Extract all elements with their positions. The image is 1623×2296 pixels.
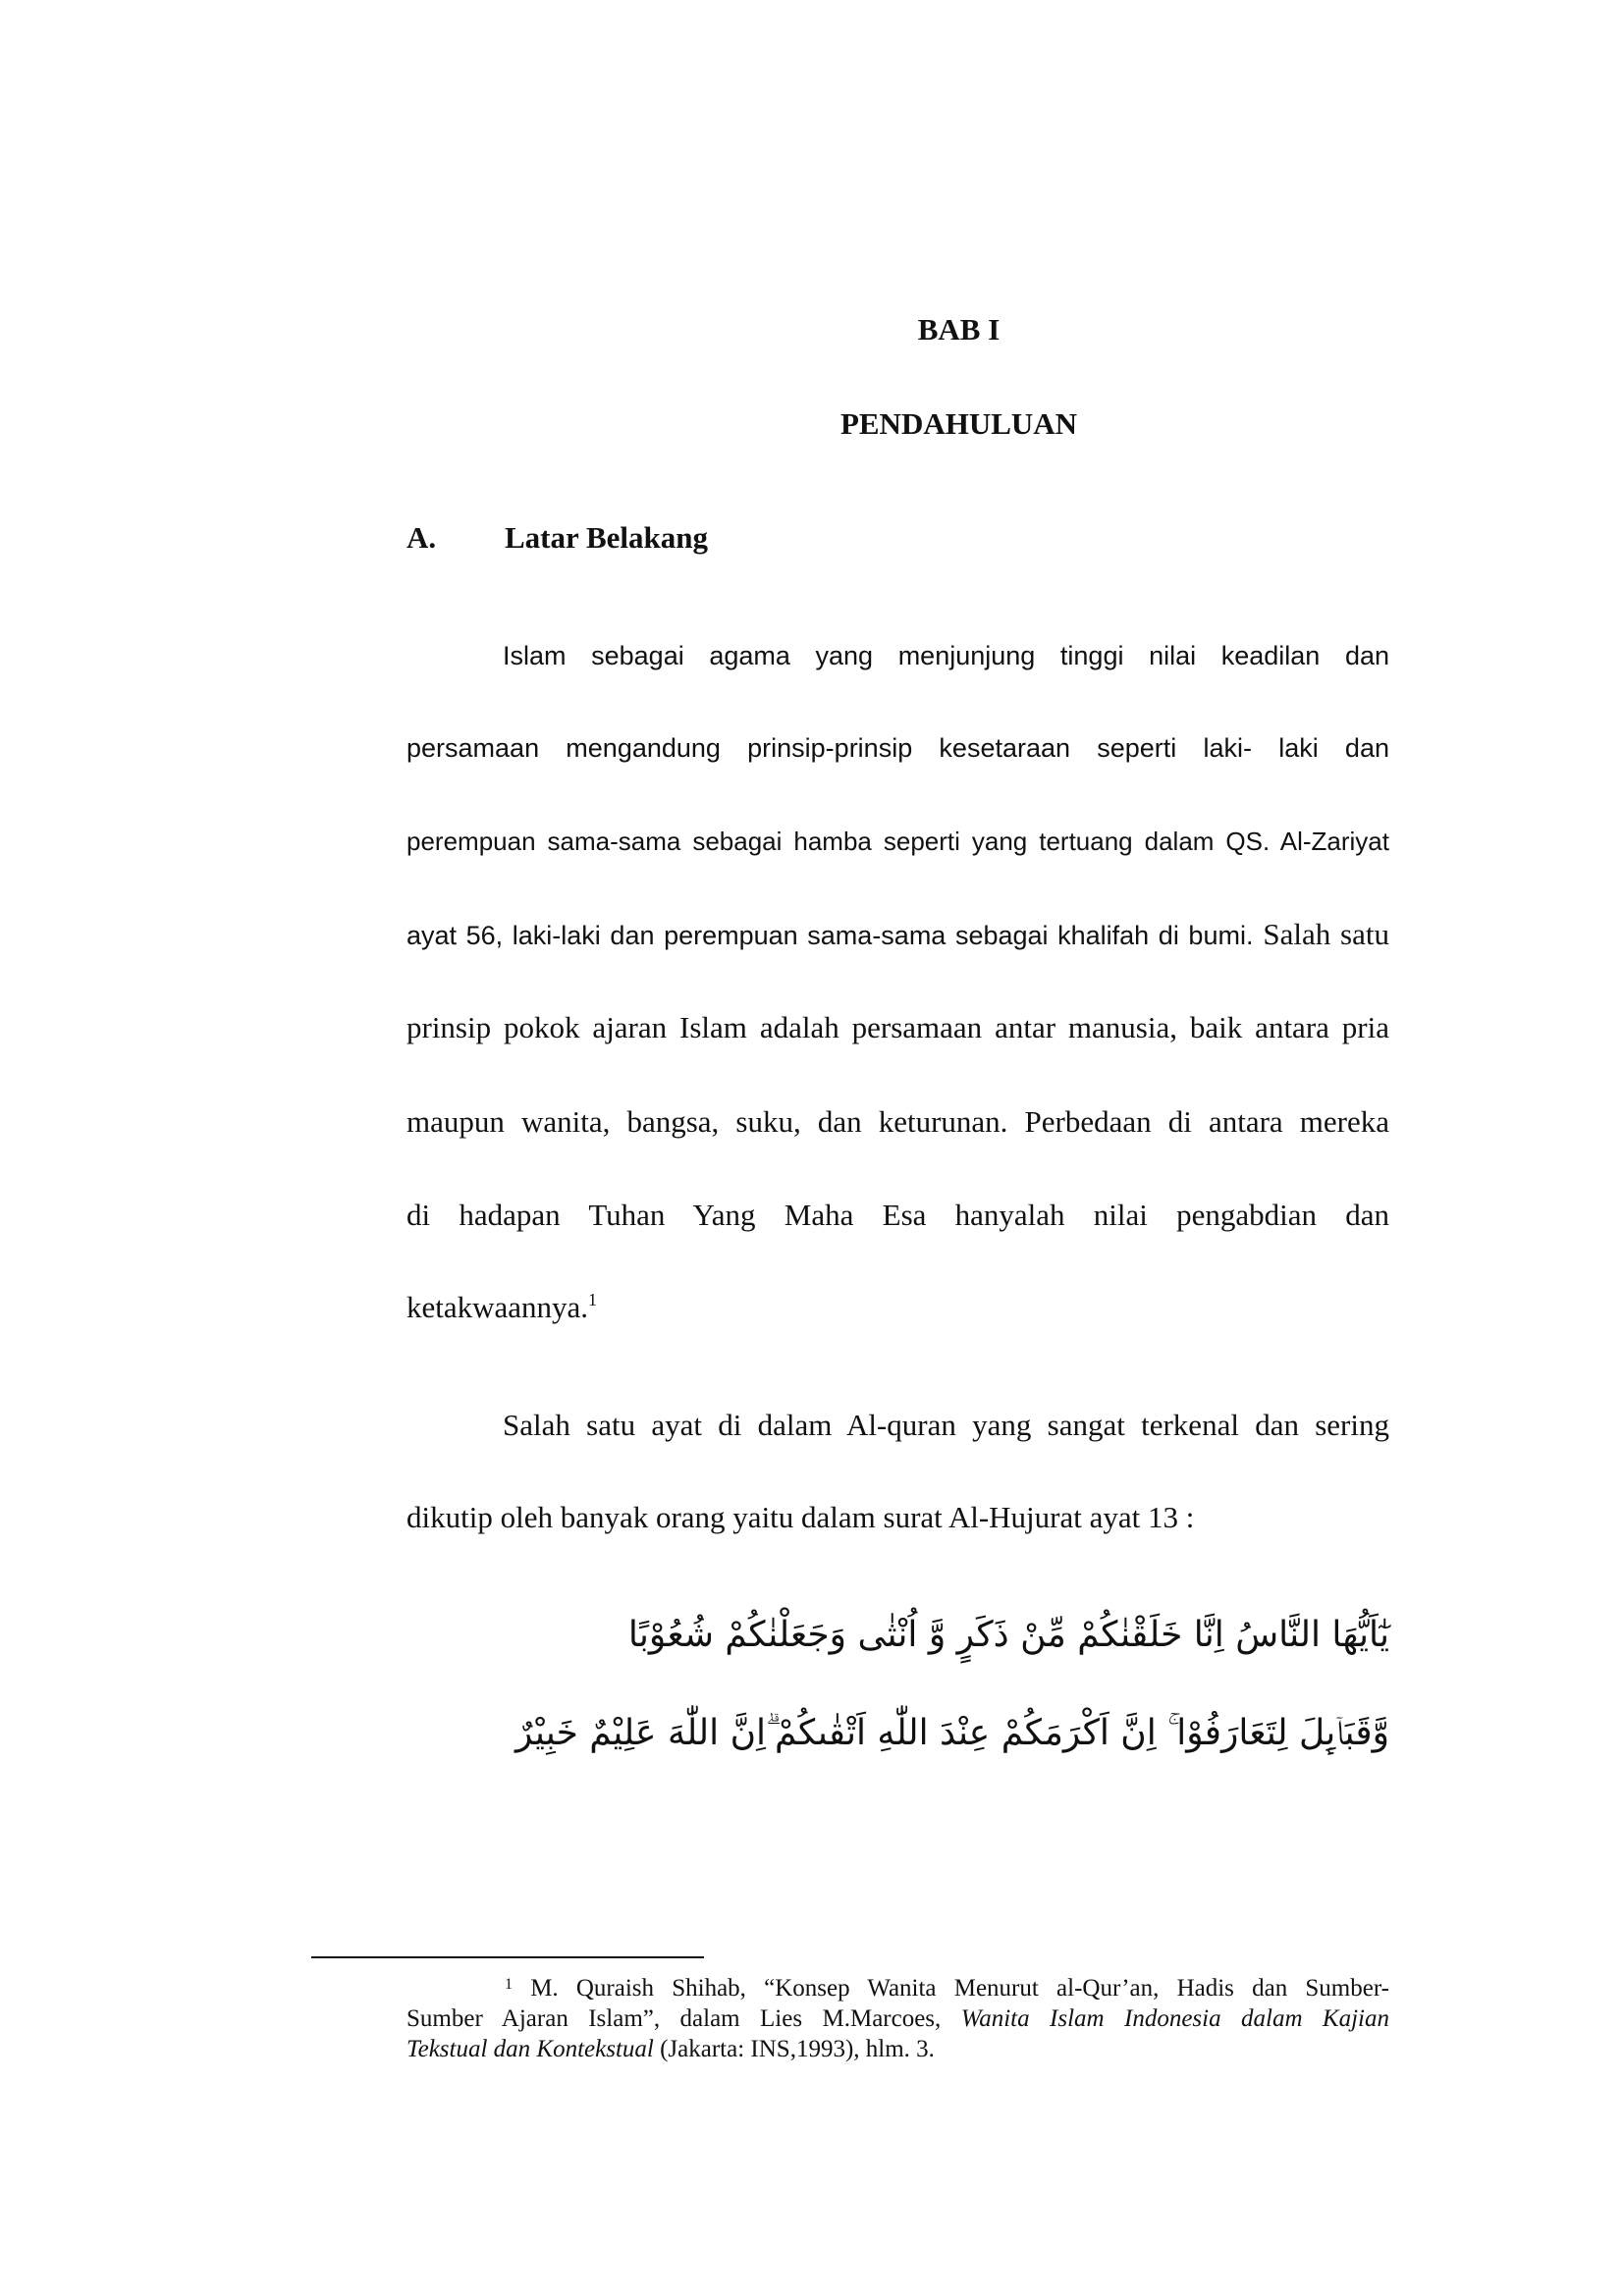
footnote-separator — [311, 1956, 704, 1958]
paragraph-line: Salah satu ayat di dalam Al-quran yang sangat terkenal dan sering — [503, 1408, 1389, 1442]
footnote-line — [406, 2034, 1389, 2064]
footnote-line — [406, 2003, 1389, 2034]
footnote-number: 1 — [505, 1976, 513, 1993]
paragraph-line-mixed — [406, 913, 1389, 956]
paragraph-line: Islam sebagai agama yang menjunjung tinggi nilai keadilan dan — [503, 641, 1389, 670]
paragraph-line-sans-part: ayat 56, laki-laki dan perempuan sama-sama sebagai khalifah di bumi. — [406, 921, 1254, 950]
footnote-line — [406, 1973, 1389, 2003]
footnote-text: (Jakarta: INS,1993), hlm. 3. — [653, 2036, 935, 2062]
paragraph-line: persamaan mengandung prinsip-prinsip kesetaraan seperti laki- laki dan — [406, 733, 1389, 763]
footnote-reference: 1 — [588, 1290, 598, 1309]
chapter-title: PENDAHULUAN — [839, 406, 1078, 441]
quran-verse-line: وَّقَبَاۤىِٕلَ لِتَعَارَفُوْا ۚ اِنَّ اَكْرَمَكُمْ عِنْدَ اللّٰهِ اَتْقٰىكُمْ ۗاِنَّ اللّٰهَ عَلِيْمٌ خَبِيْرٌ — [515, 1713, 1389, 1753]
paragraph-line-last — [406, 1286, 1389, 1329]
paragraph-line: maupun wanita, bangsa, suku, dan keturunan. Perbedaan di antara mereka — [406, 1104, 1389, 1139]
chapter-heading: BAB I — [917, 312, 1001, 347]
paragraph-line: perempuan sama-sama sebagai hamba seperti yang tertuang dalam QS. Al-Zariyat — [406, 827, 1389, 856]
section-title: Latar Belakang — [505, 520, 708, 555]
footnote-text: M. Quraish Shihab, “Konsep Wanita Menurut al-Qur’an, Hadis dan Sumber- — [513, 1975, 1389, 2002]
paragraph-text: ketakwaannya. — [406, 1290, 589, 1324]
paragraph-line: prinsip pokok ajaran Islam adalah persamaan antar manusia, baik antara pria — [406, 1010, 1389, 1044]
footnote-text: Sumber Ajaran Islam”, dalam Lies M.Marcoes, — [406, 2005, 961, 2032]
paragraph-line: di hadapan Tuhan Yang Maha Esa hanyalah nilai pengabdian dan — [406, 1198, 1389, 1232]
paragraph-line: dikutip oleh banyak orang yaitu dalam surat Al-Hujurat ayat 13 : — [406, 1500, 1195, 1534]
section-heading — [406, 520, 708, 556]
section-number: A. — [406, 520, 437, 555]
footnote-book-title: Wanita Islam Indonesia dalam Kajian — [960, 2005, 1389, 2032]
paragraph-line-serif-part: Salah satu — [1253, 917, 1389, 951]
quran-verse-line: يٰٓاَيُّهَا النَّاسُ اِنَّا خَلَقْنٰكُمْ مِّنْ ذَكَرٍ وَّ اُنْثٰى وَجَعَلْنٰكُمْ شُعُوْبًا — [627, 1615, 1389, 1655]
footnote-book-title: Tekstual dan Kontekstual — [406, 2036, 654, 2062]
